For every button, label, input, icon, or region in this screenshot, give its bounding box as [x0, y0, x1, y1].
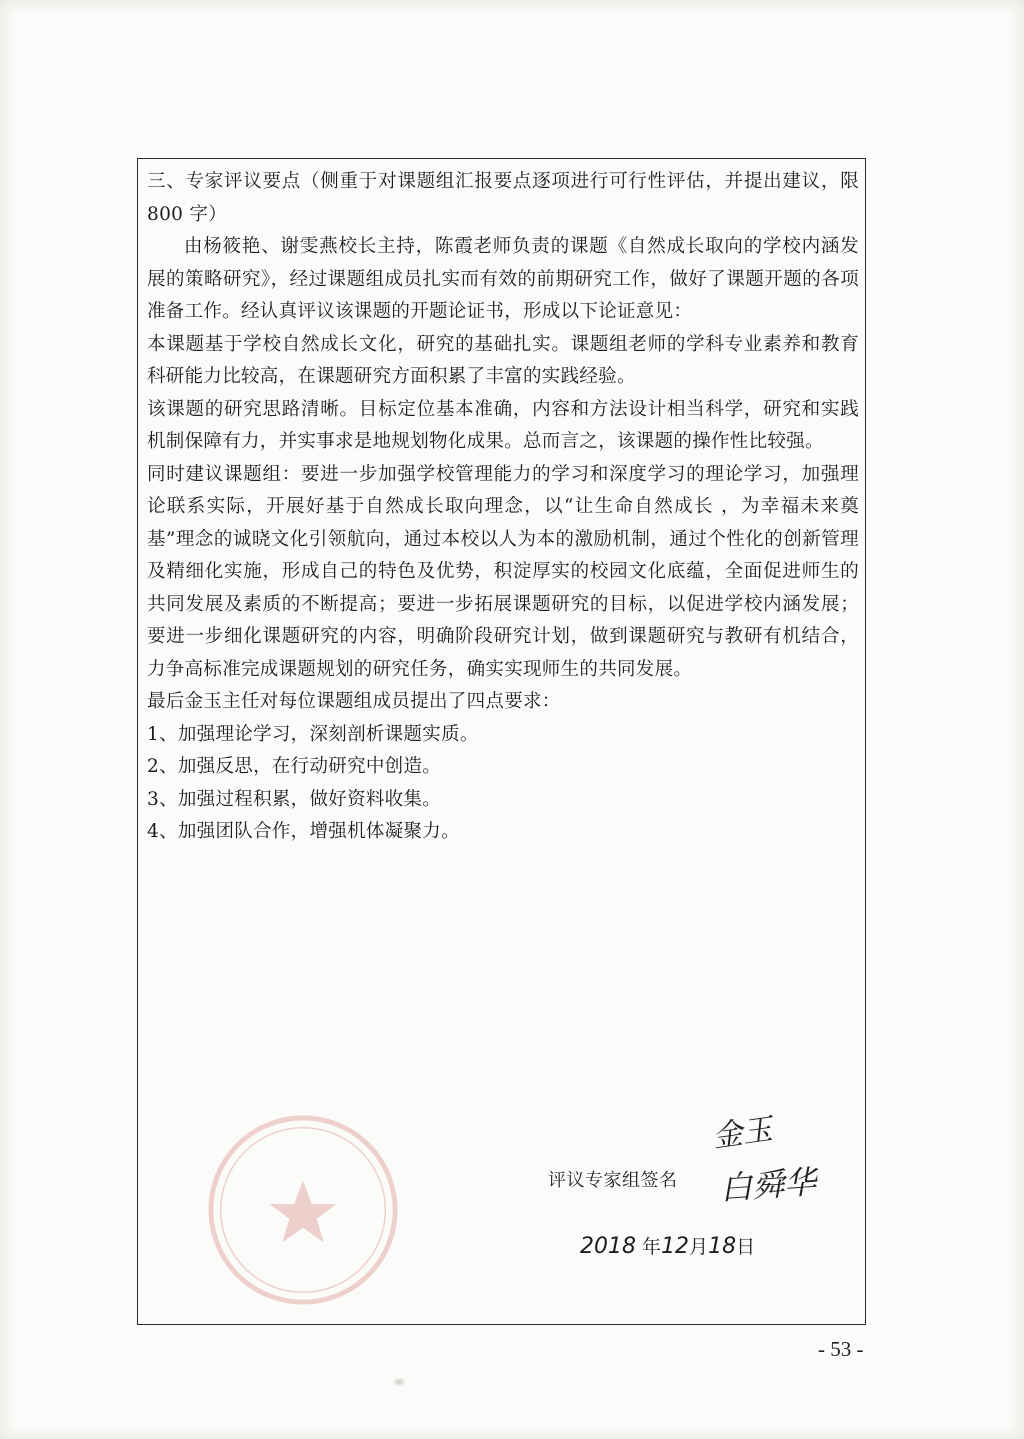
page-number: - 53 -	[818, 1337, 864, 1361]
scan-speck	[392, 1377, 406, 1387]
official-seal	[205, 1112, 401, 1308]
paragraph-suggestions: 同时建议课题组：要进一步加强学校管理能力的学习和深度学习的理论学习，加强理论联系实际，开展好基于自然成长取向理念，以“让生命自然成长 ，为幸福未来奠基”理念的诚晓文化引领航向，通过本校以人为本的激励机制，通过个性化的创新管理及精细化实施，形成自己的特色及优势，积淀厚实的校园文化底蕴，全面促进师生的共同发展及素质的不断提高；要进一步拓展课题研究的目标，以促进学校内涵发展；要进一步细化课题研究的内容，明确阶段研究计划，做到课题研究与教研有机结合，力争高标准完成课题规划的研究任务，确实实现师生的共同发展。	[147, 463, 859, 680]
requirement-item: 2、加强反思，在行动研究中创造。	[147, 756, 442, 777]
paragraph-intro: 由杨筱艳、谢雯燕校长主持，陈霞老师负责的课题《自然成长取向的学校内涵发展的策略研究》，经过课题组成员扎实而有效的前期研究工作，做好了课题开题的各项准备工作。经认真评议该课题的开题论证书，形成以下论证意见：	[147, 236, 859, 322]
requirement-item: 3、加强过程积累，做好资料收集。	[147, 788, 442, 810]
requirement-item: 1、加强理论学习，深刻剖析课题实质。	[147, 723, 479, 745]
signature-label: 评议专家组签名	[548, 1170, 678, 1191]
date-month: 12	[661, 1234, 690, 1259]
requirement-item: 4、加强团队合作，增强机体凝聚力。	[147, 821, 460, 842]
date-month-unit: 月	[689, 1236, 709, 1258]
date-day-unit: 日	[736, 1236, 756, 1258]
handwritten-signature-jinyu: 金玉	[710, 1111, 775, 1155]
paragraph-approach: 该课题的研究思路清晰。目标定位基本准确，内容和方法设计相当科学，研究和实践机制保障有力，并实事求是地规划物化成果。总而言之，该课题的操作性比较强。	[147, 398, 859, 452]
evaluation-body	[147, 166, 859, 849]
section-heading: 三、专家评议要点（侧重于对课题组汇报要点逐项进行可行性评估，并提出建议，限 800 字）	[147, 171, 859, 225]
paragraph-requirements-intro: 最后金玉主任对每位课题组成员提出了四点要求：	[147, 691, 561, 712]
date-year: 2018	[580, 1234, 636, 1259]
handwritten-signature-bai: 白舜华	[718, 1162, 818, 1208]
signature-date	[580, 1232, 755, 1259]
date-day: 18	[708, 1234, 737, 1259]
paragraph-foundation: 本课题基于学校自然成长文化，研究的基础扎实。课题组老师的学科专业素养和教育科研能力比较高，在课题研究方面积累了丰富的实践经验。	[147, 333, 859, 387]
date-year-unit: 年	[642, 1236, 662, 1258]
